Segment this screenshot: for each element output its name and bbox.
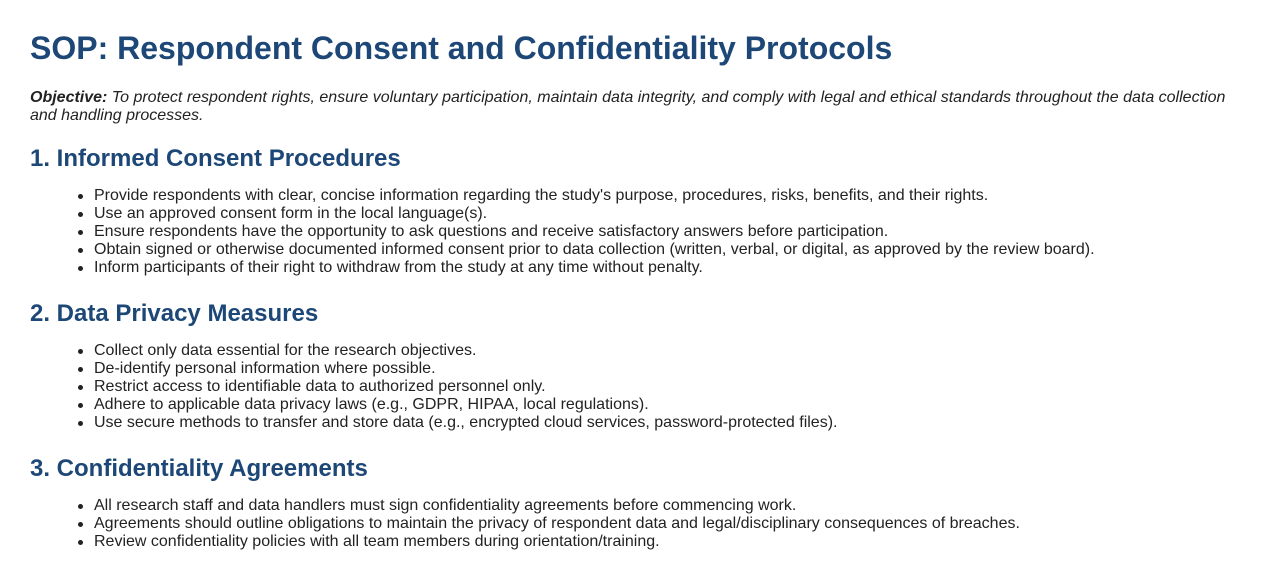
list-item: Use secure methods to transfer and store data (e.g., encrypted cloud services, password-protected files).	[94, 414, 1233, 432]
section-heading-informed-consent: 1. Informed Consent Procedures	[30, 145, 401, 172]
list-item: All research staff and data handlers must sign confidentiality agreements before commencing work.	[94, 497, 1233, 515]
objective-paragraph	[30, 89, 1233, 125]
data-privacy-list	[30, 342, 1233, 432]
section-heading-confidentiality: 3. Confidentiality Agreements	[30, 455, 368, 482]
confidentiality-list	[30, 497, 1233, 551]
list-item: Ensure respondents have the opportunity to ask questions and receive satisfactory answers before participation.	[94, 223, 1233, 241]
page-title: SOP: Respondent Consent and Confidentiality Protocols	[30, 30, 893, 66]
list-item: Restrict access to identifiable data to authorized personnel only.	[94, 378, 1233, 396]
informed-consent-list	[30, 187, 1233, 277]
list-item: Adhere to applicable data privacy laws (e.g., GDPR, HIPAA, local regulations).	[94, 396, 1233, 414]
list-item: Provide respondents with clear, concise information regarding the study's purpose, procedures, risks, benefits, and their rights.	[94, 187, 1233, 205]
list-item: Use an approved consent form in the local language(s).	[94, 205, 1233, 223]
list-item: Review confidentiality policies with all team members during orientation/training.	[94, 533, 1233, 551]
list-item: Collect only data essential for the research objectives.	[94, 342, 1233, 360]
list-item: De-identify personal information where possible.	[94, 360, 1233, 378]
objective-text: To protect respondent rights, ensure voluntary participation, maintain data integrity, and comply with legal and ethical standards throughout the data collection and handling processes.	[30, 89, 1226, 124]
list-item: Inform participants of their right to withdraw from the study at any time without penalty.	[94, 259, 1233, 277]
list-item: Agreements should outline obligations to maintain the privacy of respondent data and legal/disciplinary consequences of breaches.	[94, 515, 1233, 533]
objective-label: Objective:	[30, 89, 108, 106]
list-item: Obtain signed or otherwise documented informed consent prior to data collection (written, verbal, or digital, as approved by the review board).	[94, 241, 1233, 259]
section-heading-data-privacy: 2. Data Privacy Measures	[30, 300, 319, 327]
